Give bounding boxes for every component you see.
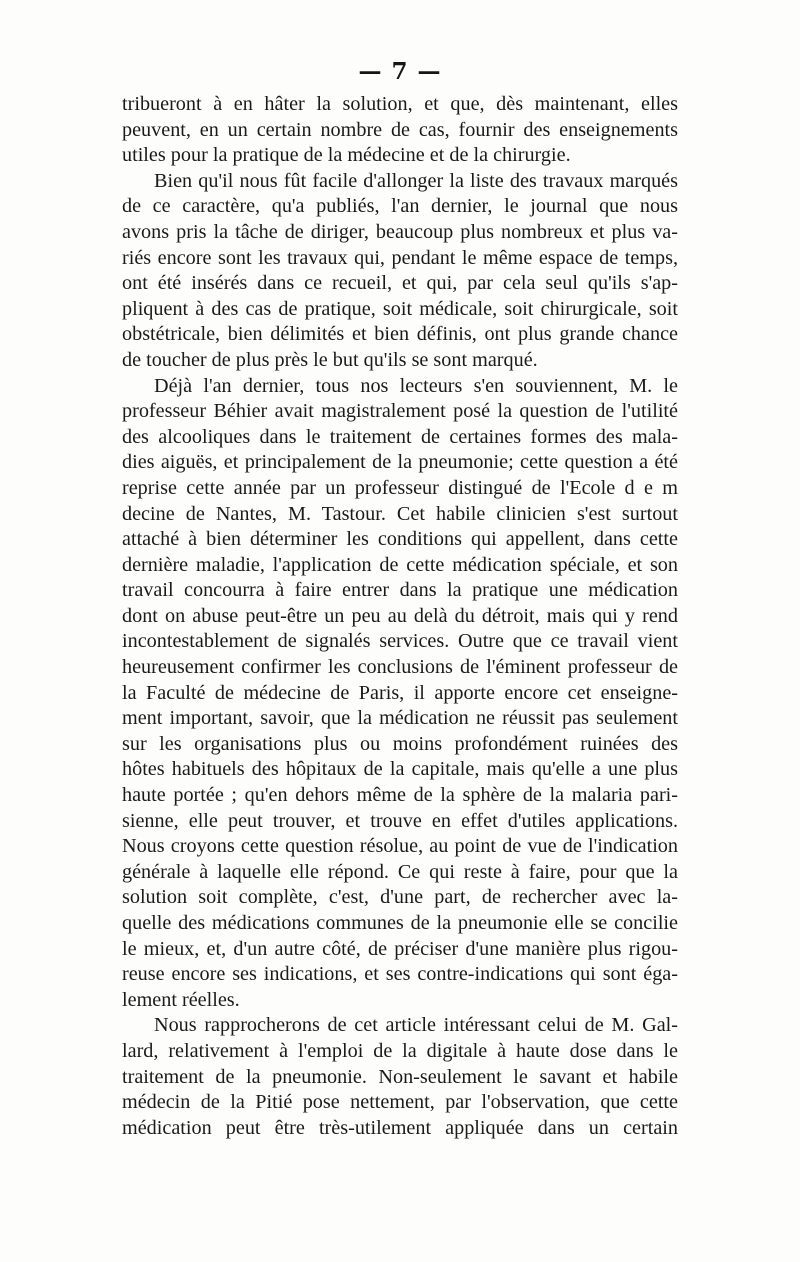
text-line: générale à laquelle elle répond. Ce qui reste à faire, pour que la	[122, 860, 678, 883]
text-line: Bien qu'il nous fût facile d'allonger la liste des travaux marqués	[154, 169, 678, 192]
text-line: dernière maladie, l'application de cette médication spéciale, et son	[122, 553, 678, 576]
text-line: pliquent à des cas de pratique, soit médicale, soit chirurgicale, soit	[122, 297, 678, 320]
text-line: riés encore sont les travaux qui, pendant le même espace de temps,	[122, 246, 678, 269]
text-line: de toucher de plus près le but qu'ils se sont marqué.	[122, 348, 538, 371]
text-line: attaché à bien déterminer les conditions qui appellent, dans cette	[122, 528, 678, 551]
text-line: hôtes habituels des hôpitaux de la capitale, mais qu'elle a une plus	[122, 758, 678, 781]
text-line: des alcooliques dans le traitement de certaines formes des mala-	[122, 425, 678, 448]
text-line: decine de Nantes, M. Tastour. Cet habile clinicien s'est surtout	[122, 502, 678, 525]
text-line: dies aiguës, et principalement de la pneumonie; cette question a été	[122, 451, 678, 474]
text-line: travail concourra à faire entrer dans la pratique une médication	[122, 579, 678, 602]
text-line: reuse encore ses indications, et ses contre-indications qui sont éga-	[122, 963, 678, 986]
text-line: dont on abuse peut-être un peu au delà du détroit, mais qui y rend	[122, 604, 678, 627]
text-line: heureusement confirmer les conclusions de l'éminent professeur de	[122, 656, 678, 679]
text-line: la Faculté de médecine de Paris, il apporte encore cet enseigne-	[122, 681, 678, 704]
text-line: avons pris la tâche de diriger, beaucoup plus nombreux et plus va-	[122, 220, 678, 243]
paragraph	[122, 374, 678, 1014]
text-line: Nous croyons cette question résolue, au point de vue de l'indication	[122, 835, 678, 858]
body-text	[122, 92, 678, 1141]
paragraph	[122, 1013, 678, 1141]
text-line: peuvent, en un certain nombre de cas, fournir des enseignements	[122, 118, 678, 141]
text-line: Nous rapprocherons de cet article intéressant celui de M. Gal-	[154, 1014, 678, 1037]
text-line: le mieux, et, d'un autre côté, de préciser d'une manière plus rigou-	[122, 937, 678, 960]
text-line: de ce caractère, qu'a publiés, l'an dernier, le journal que nous	[122, 195, 678, 218]
text-line: Déjà l'an dernier, tous nos lecteurs s'en souviennent, M. le	[154, 374, 678, 397]
page-number: — 7 —	[358, 58, 442, 85]
text-line: professeur Béhier avait magistralement posé la question de l'utilité	[122, 400, 678, 423]
text-line: solution soit complète, c'est, d'une part, de rechercher avec la-	[122, 886, 678, 909]
text-line: sienne, elle peut trouver, et trouve en effet d'utiles applications.	[122, 809, 678, 832]
text-line: obstétricale, bien délimités et bien définis, ont plus grande chance	[122, 323, 678, 346]
text-line: incontestablement de signalés services. Outre que ce travail vient	[122, 630, 678, 653]
text-line: ment important, savoir, que la médication ne réussit pas seulement	[122, 707, 678, 730]
text-line: médecin de la Pitié pose nettement, par l'observation, que cette	[122, 1091, 678, 1114]
text-line: tribueront à en hâter la solution, et que, dès maintenant, elles	[122, 93, 678, 115]
text-line: reprise cette année par un professeur distingué de l'Ecole d e m	[122, 476, 678, 499]
text-line: lard, relativement à l'emploi de la digitale à haute dose dans le	[122, 1039, 678, 1062]
text-line: quelle des médications communes de la pneumonie elle se concilie	[122, 912, 678, 934]
text-line: utiles pour la pratique de la médecine et de la chirurgie.	[122, 144, 571, 167]
paragraph	[122, 169, 678, 374]
text-line: haute portée ; qu'en dehors même de la sphère de la malaria pari-	[122, 784, 678, 807]
text-line: sur les organisations plus ou moins profondément ruinées des	[122, 732, 678, 755]
text-line: traitement de la pneumonie. Non-seulement le savant et habile	[122, 1065, 678, 1088]
text-line: lement réelles.	[122, 988, 240, 1011]
text-line: ont été insérés dans ce recueil, et qui, par cela seul qu'ils s'ap-	[122, 272, 678, 295]
paragraph	[122, 92, 678, 169]
text-line: médication peut être très-utilement appliquée dans un certain	[122, 1116, 678, 1139]
